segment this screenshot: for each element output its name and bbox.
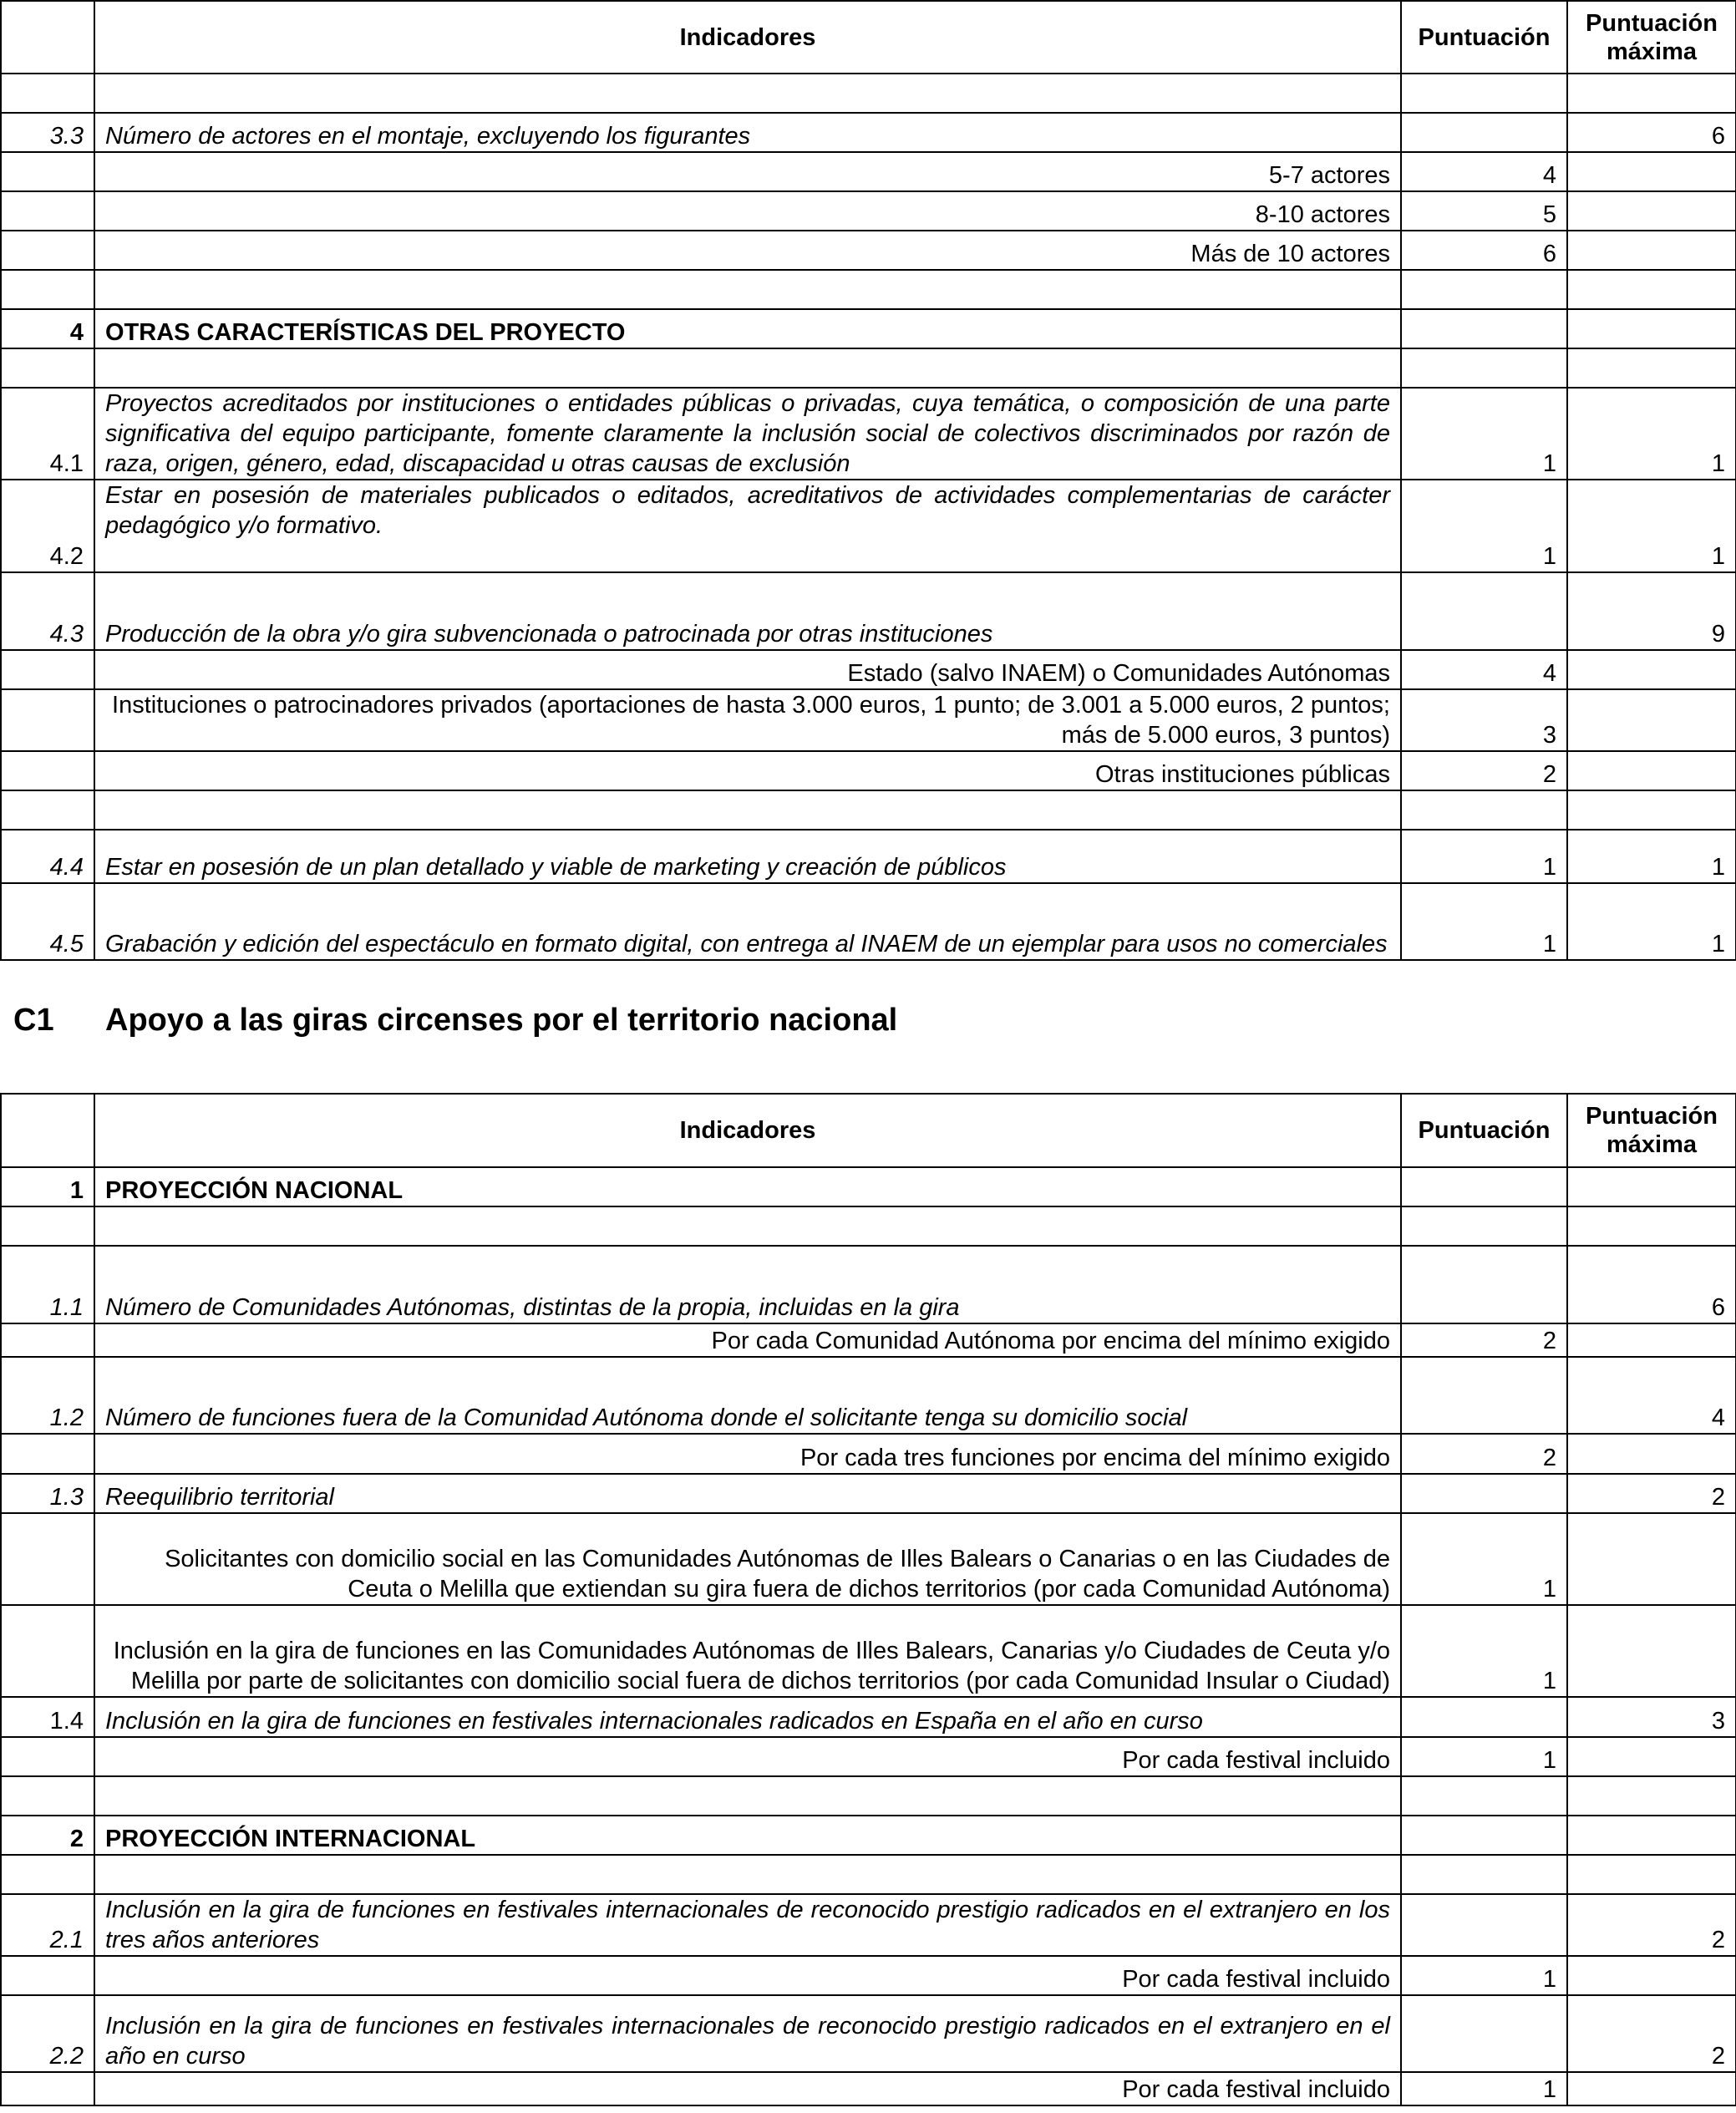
max-score: 2 — [1567, 1894, 1736, 1956]
indicator-text: Número de funciones fuera de la Comunidad Autónoma donde el solicitante tenga su domicilio social — [94, 1357, 1401, 1434]
max-score — [1567, 270, 1736, 309]
row-number: 4.1 — [1, 388, 94, 480]
max-score: 2 — [1567, 1995, 1736, 2072]
score — [1401, 1697, 1567, 1737]
row-number — [1, 1323, 94, 1357]
row-number — [1, 270, 94, 309]
table-row — [1, 1855, 1736, 1894]
score: 1 — [1401, 1956, 1567, 1995]
max-score — [1567, 348, 1736, 388]
row-number: 4.2 — [1, 480, 94, 572]
table-row — [1, 1513, 1736, 1605]
indicator-text: Por cada festival incluido — [94, 1956, 1401, 1995]
max-score: 6 — [1567, 1246, 1736, 1323]
row-number: 4 — [1, 309, 94, 348]
header-puntuacion-maxima: Puntuación máxima — [1567, 1, 1736, 74]
table-row — [1, 790, 1736, 830]
row-number: 4.4 — [1, 830, 94, 883]
max-score — [1567, 1816, 1736, 1855]
table-row — [1, 1206, 1736, 1246]
indicator-text — [94, 348, 1401, 388]
score — [1401, 1855, 1567, 1894]
row-number — [1, 650, 94, 689]
score — [1401, 309, 1567, 348]
table-row — [1, 348, 1736, 388]
table-body — [1, 1167, 1736, 2105]
row-number — [1, 2072, 94, 2105]
row-number: 2 — [1, 1816, 94, 1855]
indicator-text: Más de 10 actores — [94, 231, 1401, 270]
indicator-text: Por cada festival incluido — [94, 1737, 1401, 1776]
max-score — [1567, 191, 1736, 231]
indicator-text: Solicitantes con domicilio social en las Comunidades Autónomas de Illes Balears o Canarias o en las Ciudades de Ceuta o Melilla que extiendan su gira fuera de dichos territorios (por cada Comunidad Autónoma) — [94, 1513, 1401, 1605]
score: 1 — [1401, 388, 1567, 480]
indicator-text: 5-7 actores — [94, 152, 1401, 191]
table-row — [1, 388, 1736, 480]
score — [1401, 1776, 1567, 1816]
score: 1 — [1401, 830, 1567, 883]
score — [1401, 1357, 1567, 1434]
row-number — [1, 152, 94, 191]
row-number — [1, 1605, 94, 1697]
max-score — [1567, 1605, 1736, 1697]
row-number — [1, 1513, 94, 1605]
indicator-text: OTRAS CARACTERÍSTICAS DEL PROYECTO — [94, 309, 1401, 348]
indicator-text — [94, 1776, 1401, 1816]
table-row — [1, 2072, 1736, 2105]
indicator-text: Grabación y edición del espectáculo en formato digital, con entrega al INAEM de un ejemplar para usos no comerciales — [94, 883, 1401, 960]
indicator-text: Número de actores en el montaje, excluyendo los figurantes — [94, 113, 1401, 152]
score: 1 — [1401, 883, 1567, 960]
row-number — [1, 1956, 94, 1995]
max-score: 1 — [1567, 388, 1736, 480]
score: 4 — [1401, 650, 1567, 689]
max-score: 1 — [1567, 480, 1736, 572]
header-puntuacion: Puntuación — [1401, 1094, 1567, 1167]
table-row — [1, 1776, 1736, 1816]
score — [1401, 113, 1567, 152]
max-score: 1 — [1567, 883, 1736, 960]
max-score — [1567, 1855, 1736, 1894]
row-number — [1, 1737, 94, 1776]
indicator-text: Por cada festival incluido — [94, 2072, 1401, 2105]
header-num — [1, 1, 94, 74]
table-row — [1, 1357, 1736, 1434]
table-row — [1, 1605, 1736, 1697]
row-number — [1, 790, 94, 830]
max-score — [1567, 74, 1736, 113]
section-heading — [13, 1003, 897, 1039]
max-score: 1 — [1567, 830, 1736, 883]
row-number: 1.4 — [1, 1697, 94, 1737]
max-score — [1567, 689, 1736, 751]
table-row — [1, 1995, 1736, 2072]
header-puntuacion-maxima: Puntuación máxima — [1567, 1094, 1736, 1167]
table-body — [1, 74, 1736, 960]
table-row — [1, 1246, 1736, 1323]
row-number: 1 — [1, 1167, 94, 1206]
indicator-text: Reequilibrio territorial — [94, 1474, 1401, 1513]
indicator-text — [94, 74, 1401, 113]
row-number — [1, 751, 94, 790]
score: 1 — [1401, 1605, 1567, 1697]
table-row — [1, 1434, 1736, 1474]
indicator-text: Inclusión en la gira de funciones en festivales internacionales de reconocido prestigio radicados en el extranjero en el año en curso — [94, 1995, 1401, 2072]
table-row — [1, 883, 1736, 960]
score: 6 — [1401, 231, 1567, 270]
score: 2 — [1401, 751, 1567, 790]
score: 3 — [1401, 689, 1567, 751]
table-row — [1, 1167, 1736, 1206]
score — [1401, 790, 1567, 830]
max-score: 3 — [1567, 1697, 1736, 1737]
max-score — [1567, 1206, 1736, 1246]
max-score — [1567, 1513, 1736, 1605]
score: 1 — [1401, 1737, 1567, 1776]
max-score — [1567, 650, 1736, 689]
score — [1401, 270, 1567, 309]
score — [1401, 1206, 1567, 1246]
row-number: 4.3 — [1, 572, 94, 650]
table-row — [1, 74, 1736, 113]
score — [1401, 1167, 1567, 1206]
indicator-text — [94, 270, 1401, 309]
max-score — [1567, 1956, 1736, 1995]
table-row — [1, 152, 1736, 191]
indicator-text: Instituciones o patrocinadores privados (aportaciones de hasta 3.000 euros, 1 punto; de 3.001 a 5.000 euros, 2 puntos; más de 5.000 euros, 3 puntos) — [94, 689, 1401, 751]
score — [1401, 1816, 1567, 1855]
score — [1401, 1474, 1567, 1513]
table-row — [1, 231, 1736, 270]
max-score: 4 — [1567, 1357, 1736, 1434]
row-number: 1.1 — [1, 1246, 94, 1323]
score — [1401, 74, 1567, 113]
score: 1 — [1401, 2072, 1567, 2105]
score: 1 — [1401, 480, 1567, 572]
indicator-text: Por cada tres funciones por encima del mínimo exigido — [94, 1434, 1401, 1474]
max-score — [1567, 2072, 1736, 2105]
max-score — [1567, 751, 1736, 790]
indicator-text: Número de Comunidades Autónomas, distintas de la propia, incluidas en la gira — [94, 1246, 1401, 1323]
indicator-text: Proyectos acreditados por instituciones o entidades públicas o privadas, cuya temática, o composición de una parte significativa del equipo participante, fomente claramente la inclusión social de colectivos discriminados por razón de raza, origen, género, edad, discapacidad u otras causas de exclusión — [94, 388, 1401, 480]
max-score — [1567, 1776, 1736, 1816]
table-row — [1, 309, 1736, 348]
indicator-text: PROYECCIÓN NACIONAL — [94, 1167, 1401, 1206]
indicator-text — [94, 1855, 1401, 1894]
score: 2 — [1401, 1323, 1567, 1357]
header-puntuacion: Puntuación — [1401, 1, 1567, 74]
table-row — [1, 830, 1736, 883]
max-score — [1567, 1434, 1736, 1474]
score: 5 — [1401, 191, 1567, 231]
indicator-text: Inclusión en la gira de funciones en festivales internacionales radicados en España en el año en curso — [94, 1697, 1401, 1737]
header-num — [1, 1094, 94, 1167]
table-header-row — [1, 1094, 1736, 1167]
score: 1 — [1401, 1513, 1567, 1605]
row-number — [1, 1434, 94, 1474]
max-score: 2 — [1567, 1474, 1736, 1513]
table-row — [1, 480, 1736, 572]
table-row — [1, 689, 1736, 751]
score — [1401, 572, 1567, 650]
indicator-text: Inclusión en la gira de funciones en festivales internacionales de reconocido prestigio radicados en el extranjero en los tres años anteriores — [94, 1894, 1401, 1956]
row-number: 2.2 — [1, 1995, 94, 2072]
max-score — [1567, 1167, 1736, 1206]
score — [1401, 1995, 1567, 2072]
table-row — [1, 1697, 1736, 1737]
table-row — [1, 1894, 1736, 1956]
row-number — [1, 1206, 94, 1246]
table-row — [1, 1956, 1736, 1995]
indicator-text: 8-10 actores — [94, 191, 1401, 231]
table-row — [1, 751, 1736, 790]
row-number — [1, 74, 94, 113]
row-number: 3.3 — [1, 113, 94, 152]
indicator-text: Por cada Comunidad Autónoma por encima del mínimo exigido — [94, 1323, 1401, 1357]
indicator-text: Estado (salvo INAEM) o Comunidades Autónomas — [94, 650, 1401, 689]
table-header-row — [1, 1, 1736, 74]
indicator-text — [94, 1206, 1401, 1246]
indicators-table-2 — [0, 1093, 1736, 2106]
indicator-text — [94, 790, 1401, 830]
max-score — [1567, 309, 1736, 348]
table-row — [1, 270, 1736, 309]
row-number — [1, 191, 94, 231]
score — [1401, 1894, 1567, 1956]
table-row — [1, 1816, 1736, 1855]
table-row — [1, 572, 1736, 650]
score: 2 — [1401, 1434, 1567, 1474]
row-number: 4.5 — [1, 883, 94, 960]
score: 4 — [1401, 152, 1567, 191]
max-score — [1567, 790, 1736, 830]
header-indicadores: Indicadores — [94, 1, 1401, 74]
max-score — [1567, 1323, 1736, 1357]
row-number: 2.1 — [1, 1894, 94, 1956]
indicator-text: Otras instituciones públicas — [94, 751, 1401, 790]
section-title: Apoyo a las giras circenses por el territorio nacional — [105, 1003, 898, 1038]
indicator-text: Producción de la obra y/o gira subvencionada o patrocinada por otras instituciones — [94, 572, 1401, 650]
section-code: C1 — [13, 1003, 54, 1038]
max-score: 9 — [1567, 572, 1736, 650]
max-score — [1567, 152, 1736, 191]
row-number — [1, 1776, 94, 1816]
score — [1401, 348, 1567, 388]
indicator-text: PROYECCIÓN INTERNACIONAL — [94, 1816, 1401, 1855]
table-row — [1, 1474, 1736, 1513]
table-row — [1, 1323, 1736, 1357]
max-score — [1567, 1737, 1736, 1776]
row-number: 1.3 — [1, 1474, 94, 1513]
indicator-text: Estar en posesión de materiales publicados o editados, acreditativos de actividades complementarias de carácter pedagógico y/o formativo. — [94, 480, 1401, 572]
table-row — [1, 650, 1736, 689]
row-number — [1, 689, 94, 751]
row-number: 1.2 — [1, 1357, 94, 1434]
row-number — [1, 348, 94, 388]
table-row — [1, 1737, 1736, 1776]
max-score: 6 — [1567, 113, 1736, 152]
score — [1401, 1246, 1567, 1323]
row-number — [1, 231, 94, 270]
table-row — [1, 191, 1736, 231]
max-score — [1567, 231, 1736, 270]
indicators-table-1 — [0, 0, 1736, 961]
row-number — [1, 1855, 94, 1894]
header-indicadores: Indicadores — [94, 1094, 1401, 1167]
indicator-text: Inclusión en la gira de funciones en las Comunidades Autónomas de Illes Balears, Canarias y/o Ciudades de Ceuta y/o Melilla por parte de solicitantes con domicilio social fuera de dichos territorios (por cada Comunidad Insular o Ciudad) — [94, 1605, 1401, 1697]
table-row — [1, 113, 1736, 152]
indicator-text: Estar en posesión de un plan detallado y viable de marketing y creación de públicos — [94, 830, 1401, 883]
